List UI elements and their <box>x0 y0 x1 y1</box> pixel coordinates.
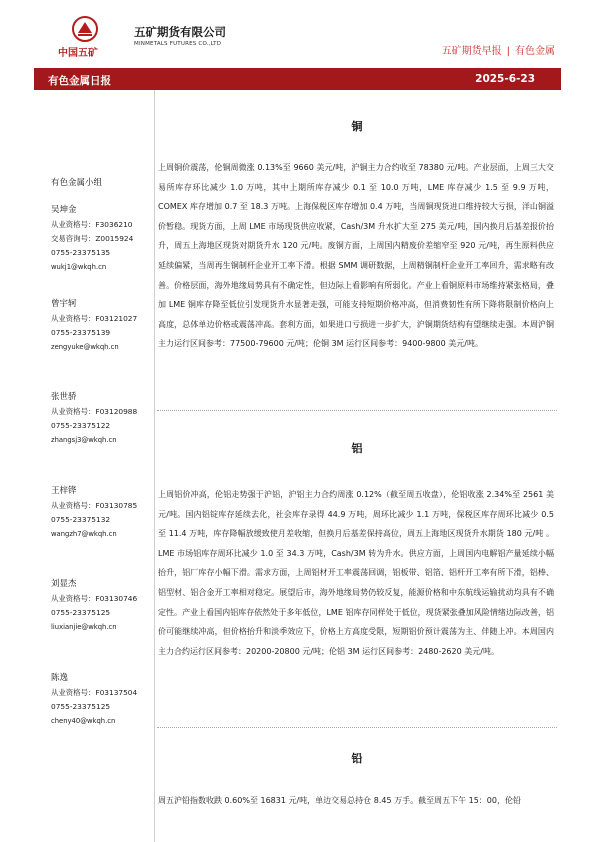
analyst-card <box>51 576 161 670</box>
analyst-info-line: 从业资格号：F03130785 <box>51 500 138 510</box>
analyst-info-line: 0755-23375135 <box>51 248 111 257</box>
company-name-en: MINMETALS FUTURES CO.,LTD <box>134 41 222 47</box>
analyst-name: 王梓铧 <box>51 485 77 496</box>
analyst-card <box>51 483 161 577</box>
section-title-lead: 铅 <box>351 752 363 765</box>
analyst-name: 曾宇轲 <box>51 298 77 309</box>
section-text-aluminum: 上周铝价冲高，伦铝走势强于沪铝，沪铝主力合约周涨 0.12%（截至周五收盘），伦铝收涨 2.34%至 2561 美元/吨。国内铝锭库存延续去化，社会库存录得 44.9 万吨，周环比减少 1.1 万吨，保税区库存周环比减少 0.5 至 11.4 万吨，库存降幅放缓致使月差收缩，但换月后基差保持高位，周五上海地区现货升水期货 180 元/吨 。LME 市场铝库存周环比减少 1.0 至 34.3 万吨，Cash/3M 转为升水。供应方面，上周国内电解铝产量延续小幅抬升，铝厂库存小幅下滑。需求方面，上周铝材开工率震荡回调，铝板带、铝箔、铝杆开工率有所下滑，铝棒、铝型材、铝合金开工率相对稳定。展望后市，海外地缘局势仍较反复，能源价格和中东航线运输扰动均具有不确定性。产业上看国内铝库存依然处于多年低位，LME 铝库存同样处于低位，现货紧张叠加风险情绪边际改善，铝价可能继续冲高，但价格抬升和淡季效应下，价格上方高度受限，短期铝价预计震荡为主、伴随上冲。本周国内主力合约运行区间参考：20200-20800 元/吨；伦铝 3M 运行区间参考：2480-2620 美元/吨。 <box>158 490 554 656</box>
report-body <box>157 90 557 842</box>
analyst-email: cheny40@wkqh.cn <box>51 716 116 725</box>
minmetals-logo-icon <box>72 16 98 42</box>
report-title: 有色金属日报 <box>48 75 111 87</box>
analyst-info-line: 从业资格号：F03121027 <box>51 313 138 323</box>
page-header <box>34 12 561 60</box>
analyst-list <box>51 202 161 763</box>
analyst-info-line: 从业资格号：F03137504 <box>51 687 138 697</box>
header-separator: | <box>506 46 510 57</box>
analyst-info-line: 从业资格号：F03120988 <box>51 407 138 416</box>
section-text-copper: 上周铜价震荡，伦铜周微涨 0.13%至 9660 美元/吨，沪铜主力合约收至 78380 元/吨。产业层面，上周三大交易所库存环比减少 1.0 万吨，其中上期所库存减少 0.1 至 10.0 万吨，LME 库存减少 1.5 至 9.9 万吨，COMEX 库存增加 0.7 至 18.3 万吨。上海保税区库存增加 0.4 万吨，当周铜现货进口维持较大亏损，洋山铜溢价暂稳。现货方面，上周 LME 市场现货供应收紧，Cash/3M 升水扩大至 275 美元/吨，国内换月后基差报价抬升，周五上海地区现货对期货升水 120 元/吨。废铜方面，上周国内精废价差缩窄至 920 元/吨，再生原料供应延续偏紧，当周再生铜制杆企业开工率下滑。根据 SMM 调研数据，上周精铜制杆企业开工率回升，需求略有改善。价格层面，海外地缘局势具有不确定性，但边际上看影响有所弱化。产业上看铜原料市场维持紧张格局，叠加 LME 铜库存降至低位引发现货升水显著走强，可能支持短期价格冲高，但消费韧性有所下降将限制价格向上高度，总体单边价格或震荡冲高。套利方面，如果进口亏损进一步扩大，沪铜期货结构有望继续走强。本周沪铜主力运行区间参考：77500-79600 元/吨；伦铜 3M 运行区间参考：9400-9800 美元/吨。 <box>158 163 554 349</box>
company-name-cn: 五矿期货有限公司 <box>134 25 226 39</box>
analyst-sidebar <box>34 90 155 842</box>
analyst-email: zengyuke@wkqh.cn <box>51 342 119 351</box>
analyst-info-line: 0755-23375132 <box>51 514 111 524</box>
company-logo <box>34 12 130 60</box>
analyst-email: liuxianjie@wkqh.cn <box>51 623 117 631</box>
section-divider <box>157 410 557 411</box>
analyst-info-line: 从业资格号：F3036210 <box>51 220 133 229</box>
section-title-aluminum: 铝 <box>351 442 363 455</box>
analyst-name: 刘显杰 <box>51 579 77 589</box>
section-title-copper: 铜 <box>351 120 363 133</box>
analyst-info-line: 0755-23375125 <box>51 701 111 711</box>
analyst-name: 陈逸 <box>51 672 69 683</box>
analyst-name: 张世骄 <box>51 392 77 402</box>
section-text-lead: 周五沪铅指数收跌 0.60%至 16831 元/吨，单边交易总持仓 8.45 万手。截至周五下午 15：00，伦铅 <box>158 796 521 805</box>
analyst-info-line: 从业资格号：F03130746 <box>51 594 138 603</box>
analyst-info-line: 0755-23375125 <box>51 608 111 617</box>
analyst-info-line: 0755-23375139 <box>51 327 111 337</box>
analyst-card <box>51 296 161 390</box>
report-type <box>442 42 555 57</box>
report-date: 2025-6-23 <box>475 73 535 85</box>
analyst-email: wangzh7@wkqh.cn <box>51 529 117 538</box>
analyst-card <box>51 202 161 296</box>
analyst-info-line: 交易咨询号：Z0015924 <box>51 234 134 243</box>
report-type-label: 五矿期货早报 <box>441 46 502 57</box>
report-category: 有色金属 <box>515 46 555 57</box>
logo-text: 中国五矿 <box>58 48 98 59</box>
analyst-card <box>51 389 161 483</box>
team-name: 有色金属小组 <box>51 178 103 188</box>
section-divider <box>157 727 557 728</box>
report-banner <box>34 68 561 90</box>
analyst-name: 吴坤金 <box>51 205 77 215</box>
analyst-card <box>51 670 161 764</box>
analyst-email: zhangsj3@wkqh.cn <box>51 436 117 444</box>
company-name <box>134 24 226 47</box>
analyst-email: wukj1@wkqh.cn <box>51 263 107 271</box>
analyst-info-line: 0755-23375122 <box>51 421 111 430</box>
